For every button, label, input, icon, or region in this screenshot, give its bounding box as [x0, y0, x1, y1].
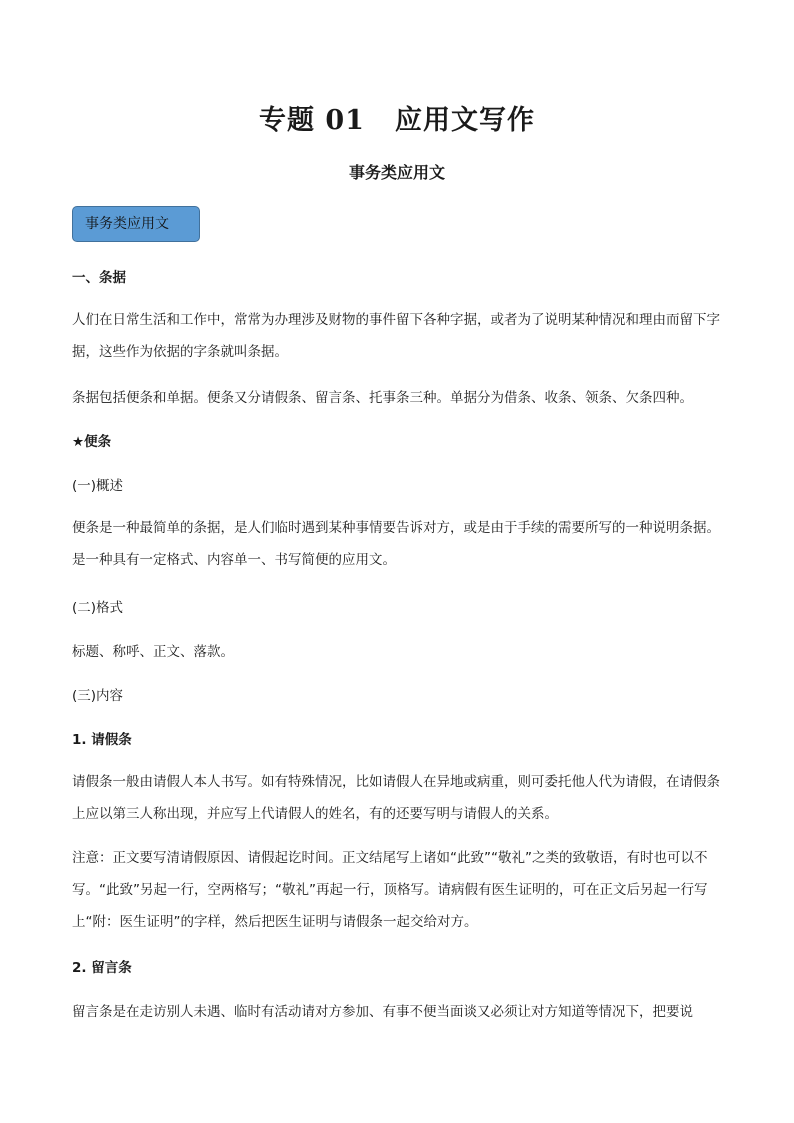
item-heading-leave-note: 1. 请假条 — [72, 732, 132, 748]
paragraph-leave-note: 请假条一般由请假人本人书写。如有特殊情况，比如请假人在异地或病重，则可委托他人代为请假，在请假条上应以第三人称出现，并应写上代请假人的姓名，有的还要写明与请假人的关系。 — [72, 774, 720, 822]
title-part-number: 专题 01 — [259, 105, 365, 136]
title-part-name: 应用文写作 — [394, 105, 535, 136]
page-subtitle: 事务类应用文 — [348, 163, 445, 182]
paragraph-format: 标题、称呼、正文、落款。 — [72, 644, 234, 660]
subheading-format: (二)格式 — [72, 600, 124, 616]
paragraph-definition: 人们在日常生活和工作中，常常为办理涉及财物的事件留下各种字据，或者为了说明某种情况和理由而留下字据，这些作为依据的字条就叫条据。 — [72, 312, 720, 360]
subheading-content: (三)内容 — [72, 688, 124, 704]
subheading-overview: (一)概述 — [72, 478, 124, 494]
item-heading-message-note: 2. 留言条 — [72, 960, 132, 976]
paragraph-leave-note-notice: 注意：正文要写清请假原因、请假起讫时间。正文结尾写上诸如“此致”“敬礼”之类的致敬语，有时也可以不写。“此致”另起一行，空两格写；“敬礼”再起一行，顶格写。请病假有医生证明的，可在正文后另起一行写上“附：医生证明”的字样，然后把医生证明与请假条一起交给对方。 — [72, 850, 708, 930]
section-tag-box: 事务类应用文 — [72, 206, 200, 242]
page-title — [0, 98, 794, 137]
paragraph-overview: 便条是一种最简单的条据，是人们临时遇到某种事情要告诉对方，或是由于手续的需要所写的一种说明条据。是一种具有一定格式、内容单一、书写简便的应用文。 — [72, 520, 720, 568]
paragraph-message-note: 留言条是在走访别人未遇、临时有活动请对方参加、有事不便当面谈又必须让对方知道等情况下，把要说 — [72, 1004, 693, 1020]
section-heading-tiaoju: 一、条据 — [72, 270, 126, 286]
star-heading-biantiao: ★便条 — [72, 434, 112, 450]
paragraph-categories: 条据包括便条和单据。便条又分请假条、留言条、托事条三种。单据分为借条、收条、领条、欠条四种。 — [72, 390, 693, 406]
